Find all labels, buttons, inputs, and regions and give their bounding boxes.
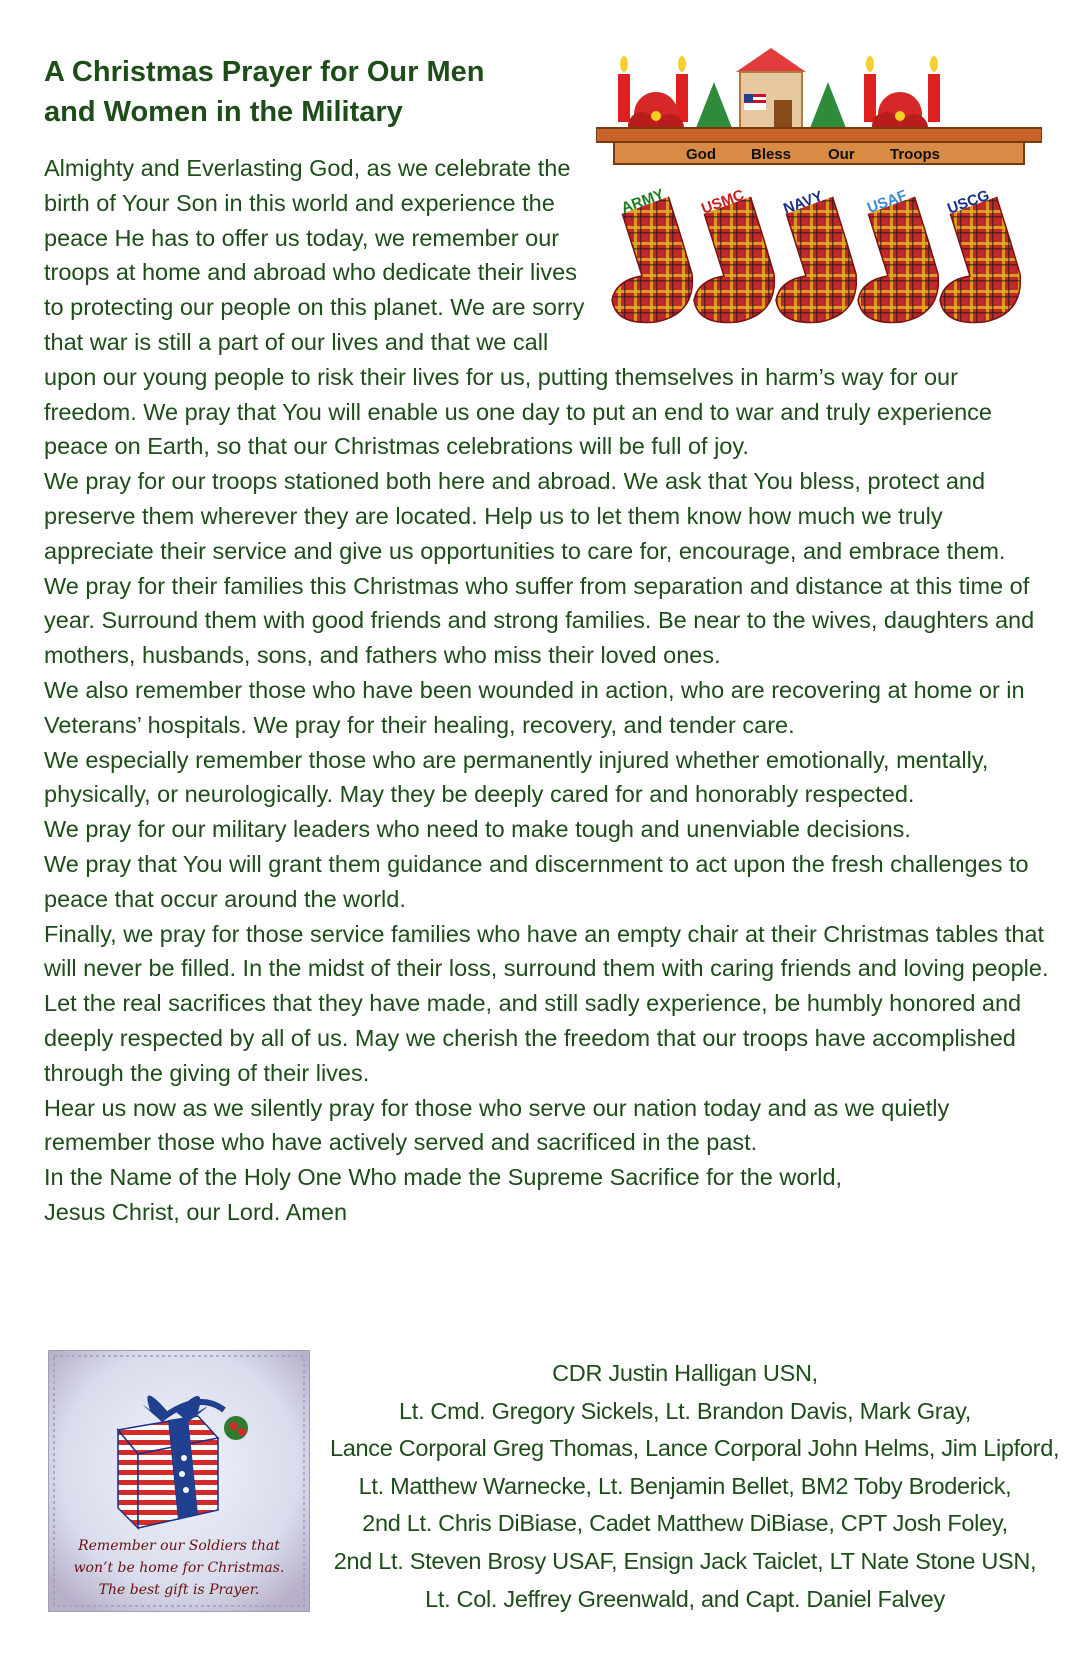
signer-line: CDR Justin Halligan USN, xyxy=(552,1360,818,1386)
prayer-paragraph: We pray for our troops stationed both here and abroad. We ask that You bless, protect and preserve them wherever they are located. Help us to let them know how much we truly appreciate their service and give us opportunities to care for, encourage, and embrace them. xyxy=(44,468,1006,564)
stocking-usaf xyxy=(854,172,939,322)
gift-card-caption: won’t be home for Christmas. xyxy=(73,1560,285,1576)
candle-icon xyxy=(618,56,630,122)
svg-text:USMC: USMC xyxy=(699,186,747,218)
prayer-paragraph: In the Name of the Holy One Who made the Supreme Sacrifice for the world, xyxy=(44,1164,843,1191)
prayer-paragraph: Jesus Christ, our Lord. Amen xyxy=(44,1198,348,1225)
signer-line: Lt. Cmd. Gregory Sickels, Lt. Brandon Davis, Mark Gray, xyxy=(398,1397,972,1424)
svg-text:USAF: USAF xyxy=(865,186,910,217)
candle-icon xyxy=(928,56,940,122)
svg-text:ARMY: ARMY xyxy=(619,185,667,217)
prayer-paragraph: We pray for our military leaders who need to make tough and unenviable decisions. xyxy=(44,816,911,843)
gift-card-illustration xyxy=(48,1350,310,1612)
prayer-paragraph: Hear us now as we silently pray for those who serve our nation today and as we quietly remember those who have actively served and sacrificed in the past. xyxy=(44,1094,950,1156)
signer-line: Lt. Col. Jeffrey Greenwald, and Capt. Daniel Falvey xyxy=(425,1585,945,1612)
gift-card-caption: Remember our Soldiers that xyxy=(78,1538,280,1554)
page-title xyxy=(44,52,604,132)
signers-list xyxy=(330,1355,1060,1618)
christmas-tree-icon xyxy=(810,82,846,128)
svg-text:USCG: USCG xyxy=(945,186,992,218)
candle-icon xyxy=(864,56,876,122)
stocking-usmc xyxy=(690,172,775,322)
title-line-1: A Christmas Prayer for Our Men xyxy=(44,56,485,88)
prayer-paragraph: We especially remember those who are permanently injured whether emotionally, mentally, physically, or neurologically. May they be deeply cared for and honorably respected. xyxy=(44,746,989,808)
gift-card-caption: The best gift is Prayer. xyxy=(98,1582,260,1598)
banner-word: Our xyxy=(828,146,855,163)
signer-line: Lance Corporal Greg Thomas, Lance Corporal John Helms, Jim Lipford, xyxy=(330,1435,1060,1462)
stocking-uscg xyxy=(936,172,1021,322)
stocking-navy xyxy=(772,172,857,322)
prayer-paragraph: Almighty and Everlasting God, as we celebrate the birth of Your Son in this world and experience the peace He has to offer us today, we remember our troops at home and abroad who dedicate their lives to protecting our people on this planet. We are sorry that war is still a part of our lives and that we call upon our young people to risk their lives for us, putting themselves in harm’s way for our freedom. We pray that You will enable us one day to put an end to war and truly experience peace on Earth, so that our Christmas celebrations will be full of joy. xyxy=(44,155,992,460)
mantel-stockings-illustration xyxy=(596,44,1042,344)
christmas-tree-icon xyxy=(696,82,732,128)
title-line-2: and Women in the Military xyxy=(44,96,403,128)
gingerbread-house-icon xyxy=(736,48,806,128)
signer-line: 2nd Lt. Chris DiBiase, Cadet Matthew DiBiase, CPT Josh Foley, xyxy=(362,1510,1008,1537)
signer-line: 2nd Lt. Steven Brosy USAF, Ensign Jack Taiclet, LT Nate Stone USN, xyxy=(333,1547,1037,1574)
svg-text:NAVY: NAVY xyxy=(781,187,826,218)
mantel-shelf xyxy=(596,128,1042,142)
stocking-army xyxy=(608,172,693,322)
banner-word: God xyxy=(686,146,716,163)
banner-word: Troops xyxy=(890,146,941,163)
prayer-paragraph: We pray that You will grant them guidance and discernment to act upon the fresh challenges to peace that occur around the world. xyxy=(44,850,1029,912)
prayer-paragraph: We also remember those who have been wounded in action, who are recovering at home or in Veterans’ hospitals. We pray for their healing, recovery, and tender care. xyxy=(44,676,1025,738)
prayer-paragraph: Finally, we pray for those service families who have an empty chair at their Christmas tables that will never be filled. In the midst of their loss, surround them with caring friends and loving people. Let the real sacrifices that they have made, and still sadly experience, be humbly honored and deeply respected by all of us. May we cherish the freedom that our troops have accomplished through the giving of their lives. xyxy=(44,920,1049,1086)
prayer-paragraph: We pray for their families this Christmas who suffer from separation and distance at this time of year. Surround them with good friends and strong families. Be near to the wives, daughters and mothers, husbands, sons, and fathers who miss their loved ones. xyxy=(44,572,1035,669)
signer-line: Lt. Matthew Warnecke, Lt. Benjamin Bellet, BM2 Toby Broderick, xyxy=(358,1472,1012,1499)
banner-word: Bless xyxy=(751,146,792,163)
